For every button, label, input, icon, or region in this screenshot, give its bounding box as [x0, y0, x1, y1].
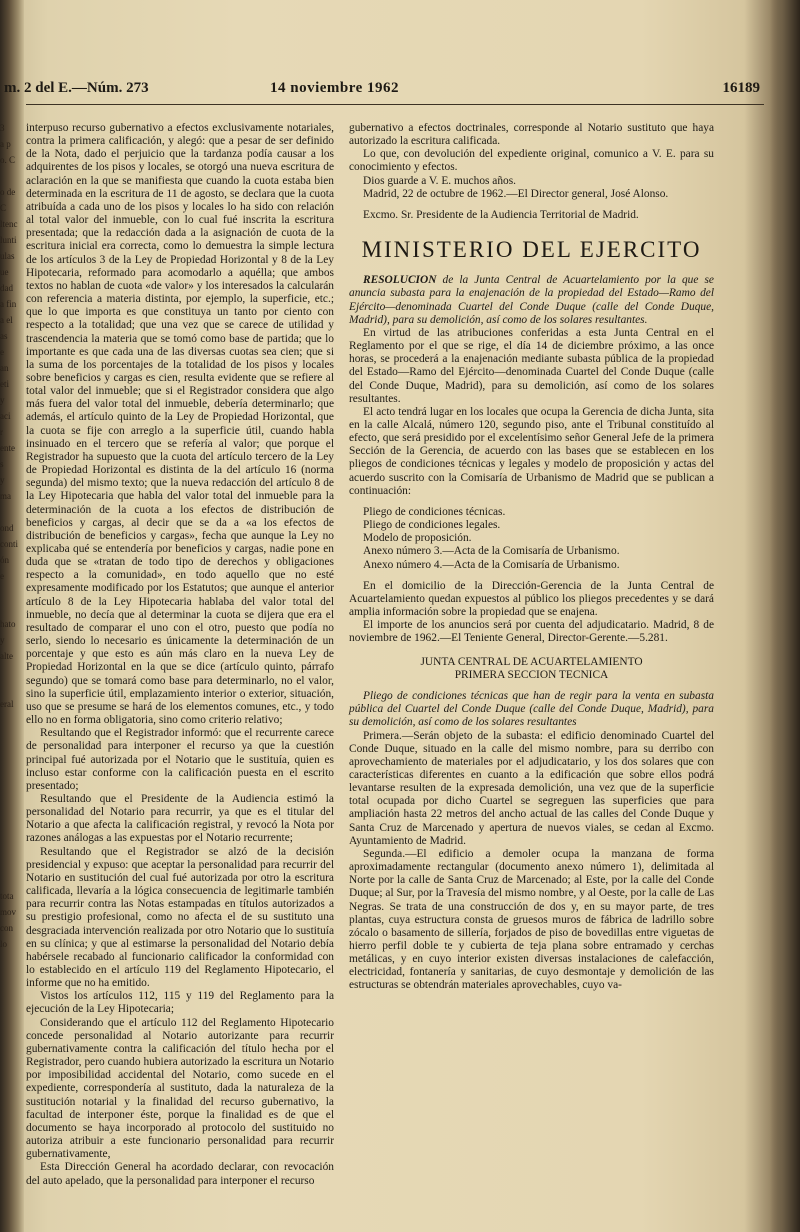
gutter-fragment: an — [0, 363, 9, 373]
gutter-fragment — [0, 968, 26, 984]
gutter-fragment: ente — [0, 443, 15, 453]
gutter-fragment — [0, 1080, 26, 1096]
gutter-fragment — [0, 840, 26, 856]
gutter-fragment: dad — [0, 283, 13, 293]
gutter-fragment: ón — [0, 555, 9, 565]
gutter-fragment: tota — [0, 891, 14, 901]
gutter-fragment — [0, 1112, 26, 1128]
gutter-fragment: C — [0, 203, 7, 213]
gutter-fragment — [0, 952, 26, 968]
left-column — [26, 122, 334, 1188]
gutter-fragment: conti — [0, 539, 18, 549]
addressee: Excmo. Sr. Presidente de la Audiencia Territorial de Madrid. — [363, 208, 639, 221]
gutter-fragment: as — [0, 331, 8, 341]
paragraph: En el domicilio de la Dirección-Gerencia de la Junta Central de Acuartelamiento quedan expuestos al público los pliegos precedentes y se dará amplia información sobre la propiedad que se enajena. — [349, 579, 714, 619]
pliego-heading: Pliego de condiciones técnicas que han de regir para la venta en subasta pública del Cuartel del Conde Duque (calle del Conde Duque, Madrid), para su demolición, así como de los solares resultantes — [349, 689, 714, 729]
gutter-fragment: e — [0, 571, 4, 581]
paragraph: Lo que, con devolución del expediente original, comunico a V. E. para su conocimiento y efectos. — [349, 148, 714, 174]
gutter-fragment: ltenc — [0, 219, 18, 229]
gutter-fragment — [0, 600, 26, 616]
paragraph: interpuso recurso gubernativo a efectos exclusivamente notariales, contra la primera calificación, y alegó: que a pesar de ser definido de la Nota, dado el perjuicio que la tardanza podía causar a los adquirentes de los pisos y locales, se otorgó una nueva escritura de aclaración en la que se manifiesta que cuando la cuota estaba bien determinada en la escritura de 11 de agosto, se declara que la cuota atribuída a cada uno de los pisos y locales lo ha sido con relación al total valor del inmueble, con lo cual fué inscrita la escritura presentada; que la redacción dada a la asignación de cuota de la escritura inicial era correcta, como lo demuestra la simple lectura de los artículos 3 de la Ley de Propiedad Horizontal y 8 de la Ley Hipotecaria, reformado para acomodarlo a aquélla; que ambos textos no hablan de cuota «de valor» y los interesados la calcularán con referencia a materia distinta, por ejemplo, la superficie, etc.; que lo que importa es que constituya un tanto por ciento con respecto a la totalidad; que una vez que se carece de utilidad y trascendencia la materia que se tomó como base de partida; que lo importante es que cada una de las diversas cuotas sea cien; que si la suma de los porcentajes de la totalidad de los pisos y locales sobre beneficios y cargas es cien, resulta evidente que se refiere al total valor del inmueble; que si el Registrador considera que algo más fuera del valor total del inmueble, debería determinarlo; que además, el artículo quinto de la Ley de Propiedad Horizontal, que la cuota se fije con arreglo a la superficie útil, cuando habla insinuado en el tercero que se refería al valor; que porque el Registrador ha supuesto que la cuota del artículo tercero de la Ley de Propiedad Horizontal es distinta de la del artículo 16 (norma segunda) del mismo texto; que la nueva redacción del artículo 8 de la Ley Hipotecaria que habla del valor total del inmueble para la determinación de la cuota a los efectos de distribución de beneficios y cargas, al decir que se da a «a los efectos de distribución de beneficios y cargas», fecha que aunque la Ley no explicaba qué se entendería por beneficios y cargas, nadie pone en duda que se «tratan de todo tipo de derechos y obligaciones respecto a la comunidad», en todo aquello que no esté expresamente modificado por los Estatutos; que aunque el anterior artículo 8 de la Ley Hipotecaria hablaba del valor total del inmueble, no decía que al determinar la cuota se dijera que era el resultado de comparar el uno con el otro, puesto que podía no serlo, siendo lo necesario es únicamente la determinación de un porcentaje y que esto es aún más claro en la nueva Ley de Propiedad Horizontal en la que se dice (artículo quinto, párrafo segundo) que se tomará como base para determinarlo, no el valor, sino la superficie útil, emplazamiento interior o exterior, situación, uso que se presume se hará de los elementos comunes, etc., y todo ello no en forma obligatoria, sino como criterio relativo; — [26, 122, 334, 727]
gutter-fragment: lunti — [0, 235, 17, 245]
page-edge-shadow — [770, 0, 800, 1232]
section-title — [349, 656, 714, 682]
paragraph: Segunda.—El edificio a demoler ocupa la manzana de forma aproximadamente rectangular (documento anexo número 1), delimitada al Norte por la calle de Santa Cruz de Marcenado; al Este, por la calle del Conde Duque; al Sur, por la Travesía del mismo nombre, y al Oeste, por la calle de Las Negras. Se trata de una construcción de dos y, en su mayor parte, de tres plantas, cuya estructura consta de gruesos muros de fábrica de ladrillo sobre zócalo o basamento de sillería, forjados de piso de bovedillas entre viguetas de hierro perfil doble te y cubierta de teja plana sobre entramado y cerchas metálicas, y en cuyo interior existen diversas instalaciones de calefacción, electricidad, fontanería y sanitarias, de cuyo desmontaje y demolición de las estructuras se obtendrán materiales aprovechables, cuyo va- — [349, 847, 714, 992]
gutter-fragment — [0, 1016, 26, 1032]
gutter-fragment: ond — [0, 523, 14, 533]
paragraph: Resultando que el Presidente de la Audiencia estimó la personalidad del Notario para recurrir, ya que es el titular del Notario a que afecta la calificación registral, y revocó la Nota por razones análogas a las expuestas por el Notario recurrente; — [26, 792, 334, 845]
gutter-fragment: lo — [0, 939, 8, 949]
gutter-fragment: 3 — [0, 123, 5, 133]
gutter-fragment — [0, 712, 26, 728]
gutter-fragment: mov — [0, 907, 17, 917]
gutter-fragment — [0, 824, 26, 840]
gutter-fragment — [0, 1048, 26, 1064]
header-date: 14 noviembre 1962 — [270, 80, 400, 96]
header-issue: m. 2 del E.—Núm. 273 — [4, 80, 149, 96]
gutter-fragment: o de — [0, 187, 16, 197]
gutter-fragment — [0, 760, 26, 776]
gutter-fragment — [0, 872, 26, 888]
gutter-fragment: y — [0, 635, 5, 645]
gutter-fragment: hato — [0, 619, 16, 629]
paragraph: gubernativo a efectos doctrinales, corresponde al Notario sustituto que haya autorizado la escritura calificada. — [349, 122, 714, 148]
gutter-fragment: con — [0, 923, 13, 933]
gutter-fragment — [0, 584, 26, 600]
gutter-fragment — [0, 1032, 26, 1048]
paragraph: En virtud de las atribuciones conferidas a esta Junta Central en el Reglamento por el que se rige, el día 14 de diciembre próximo, a las once horas, se procederá a la enajenación mediante subasta pública de la propiedad del Estado—Ramo del Ejército—denominada Cuartel del Conde Duque (calle del Conde Duque, Madrid), para su demolición, así como de los solares resultantes. — [349, 326, 714, 405]
gutter-fragment — [0, 504, 26, 520]
gutter-fragment: a fin — [0, 299, 17, 309]
gutter-fragment: a el — [0, 315, 13, 325]
resolution-heading — [349, 274, 714, 327]
list-item: Anexo número 4.—Acta de la Comisaría de Urbanismo. — [363, 558, 620, 571]
gutter-fragment: ma — [0, 491, 11, 501]
gutter-fragment — [0, 1064, 26, 1080]
gutter-fragment: eral — [0, 699, 14, 709]
paragraph: Resultando que el Registrador se alzó de la decisión presidencial y expuso: que aceptar la personalidad para recurrir del Notario en sustitución del cual fué autorizada por otro la escritura calificada, llevaría a la lógica consecuencia de legitimarle también para recurrir contra las Notas estampadas en títulos autorizados a su prestigio profesional, como no afecta el de su sustituto una desgraciada intervención realizada por otro Notario que lo sustituía en su clínica; y que al estimarse la personalidad del Notario debía habérsele recabado al funcionario calificador la conformidad con lo establecido en el artículo 119 del Reglamento Hipotecario, el informe que no ha emitido. — [26, 845, 334, 990]
gutter-fragment — [0, 664, 26, 680]
gutter-fragment: o. C — [0, 155, 16, 165]
document-list — [349, 506, 714, 572]
gutter-fragment — [0, 856, 26, 872]
gutter-fragment: r — [0, 427, 3, 437]
paragraph: Primera.—Serán objeto de la subasta: el edificio denominado Cuartel del Conde Duque, situado en la calle del mismo nombre, para su derribo con aprovechamiento de materiales por el adjudicatario, y los dos solares que con características diferentes en cuanto a la edificación que sobre ellos podrá levantarse resulten de la expresada demolición, una vez que de la superficie total ocupada por dicho Cuartel se segreguen las superficies que para ampliación hasta 22 metros del ancho actual de las calles del Conde Duque y Santa Cruz de Marcenado y apertura de nuevos viales, se cedan al Excmo. Ayuntamiento de Madrid. — [349, 729, 714, 847]
gutter-fragment: y — [0, 475, 5, 485]
gutter-fragment — [0, 1000, 26, 1016]
paragraph: Dios guarde a V. E. muchos años. — [363, 174, 517, 187]
gutter-fragment — [0, 792, 26, 808]
ministry-title: MINISTERIO DEL EJERCITO — [361, 237, 702, 263]
page-header — [0, 80, 760, 102]
paragraph: Considerando que el artículo 112 del Reglamento Hipotecario concede personalidad al Notario autorizante para recurrir gubernativamente contra la calificación del título hecha por el Registrador, pero cuando hubiera autorizado la escritura un Notario por imposibilidad accidental del Notario, como sucede en el expediente, correspondería al sustituto, dada la naturaleza de la sustitución notarial y la finalidad del recurso gubernativo, la facultad de interponer éste, porque la finalidad es de que el documento se haya incorporado al protocolo del sustituido no autoriza atribuir a este funcionario personalidad para recurrir gubernativamente, — [26, 1016, 334, 1161]
gutter-fragment: a p — [0, 139, 11, 149]
gutter-fragment — [0, 744, 26, 760]
gutter-fragment: y — [0, 395, 5, 405]
gutter-fragment: aci — [0, 411, 11, 421]
gutter-fragment — [0, 680, 26, 696]
signature-line: Madrid, 22 de octubre de 1962.—El Director general, José Alonso. — [363, 187, 669, 200]
gutter-fragment: s — [0, 459, 4, 469]
gutter-fragment — [0, 984, 26, 1000]
paragraph: Esta Dirección General ha acordado declarar, con revocación del auto apelado, que la personalidad para interponer el recurso — [26, 1161, 334, 1187]
gutter-fragment — [0, 728, 26, 744]
gutter-fragment: ulas — [0, 251, 15, 261]
gutter-fragment: eti — [0, 379, 9, 389]
list-item: Pliego de condiciones legales. — [363, 519, 501, 532]
gutter-fragment: e — [0, 347, 4, 357]
gutter-fragment: ue — [0, 267, 9, 277]
gutter-fragment — [0, 1096, 26, 1112]
section-title-line-1: JUNTA CENTRAL DE ACUARTELAMIENTO — [420, 655, 643, 668]
resolution-text: de la Junta Central de Acuartelamiento por la que se anuncia subasta para la enajenación de la propiedad del Estado—Ramo del Ejército—denominada Cuartel del Conde Duque (calle del Conde Duque, Madrid), para su demolición, así como de los solares resultantes. — [349, 274, 714, 326]
paragraph: El importe de los anuncios será por cuenta del adjudicatario. Madrid, 8 de noviembre de 1962.—El Teniente General, Director-Gerente.—5.281. — [349, 619, 714, 645]
section-title-line-2: PRIMERA SECCION TECNICA — [454, 668, 609, 681]
gutter-fragment: alte — [0, 651, 13, 661]
header-rule — [26, 104, 764, 105]
gutter-fragment — [0, 808, 26, 824]
list-item: Modelo de proposición. — [363, 532, 472, 545]
gutter-fragment — [0, 776, 26, 792]
paragraph: El acto tendrá lugar en los locales que ocupa la Gerencia de dicha Junta, sita en la calle Alcalá, número 120, segundo piso, ante el Tribunal constituído al efecto, que será presidido por el excelentísimo señor General Jefe de la primera Sección de la Gerencia, de acuerdo con las bases que se establecen en los pliegos de condiciones técnicas y legales y modelo de proposición y actas del acuerdo suscrito con la Comisaría de Urbanismo de Madrid que se publican a continuación: — [349, 405, 714, 497]
right-column — [349, 122, 714, 993]
paragraph: Vistos los artículos 112, 115 y 119 del Reglamento para la ejecución de la Ley Hipotecaria; — [26, 990, 334, 1016]
list-item: Anexo número 3.—Acta de la Comisaría de Urbanismo. — [363, 545, 620, 558]
left-gutter-fragments — [0, 120, 26, 1220]
paragraph: Resultando que el Registrador informó: que el recurrente carece de personalidad para interponer el recurso ya que la cuestión principal fué autorizada por el Notario que le sustituía, quien es incluso estar conforme con la calificación puesta en el escrito presentado; — [26, 727, 334, 792]
list-item: Pliego de condiciones técnicas. — [363, 505, 506, 518]
gutter-fragment — [0, 168, 26, 184]
resolution-lead: RESOLUCION — [363, 274, 437, 287]
page-number: 16189 — [722, 80, 760, 96]
